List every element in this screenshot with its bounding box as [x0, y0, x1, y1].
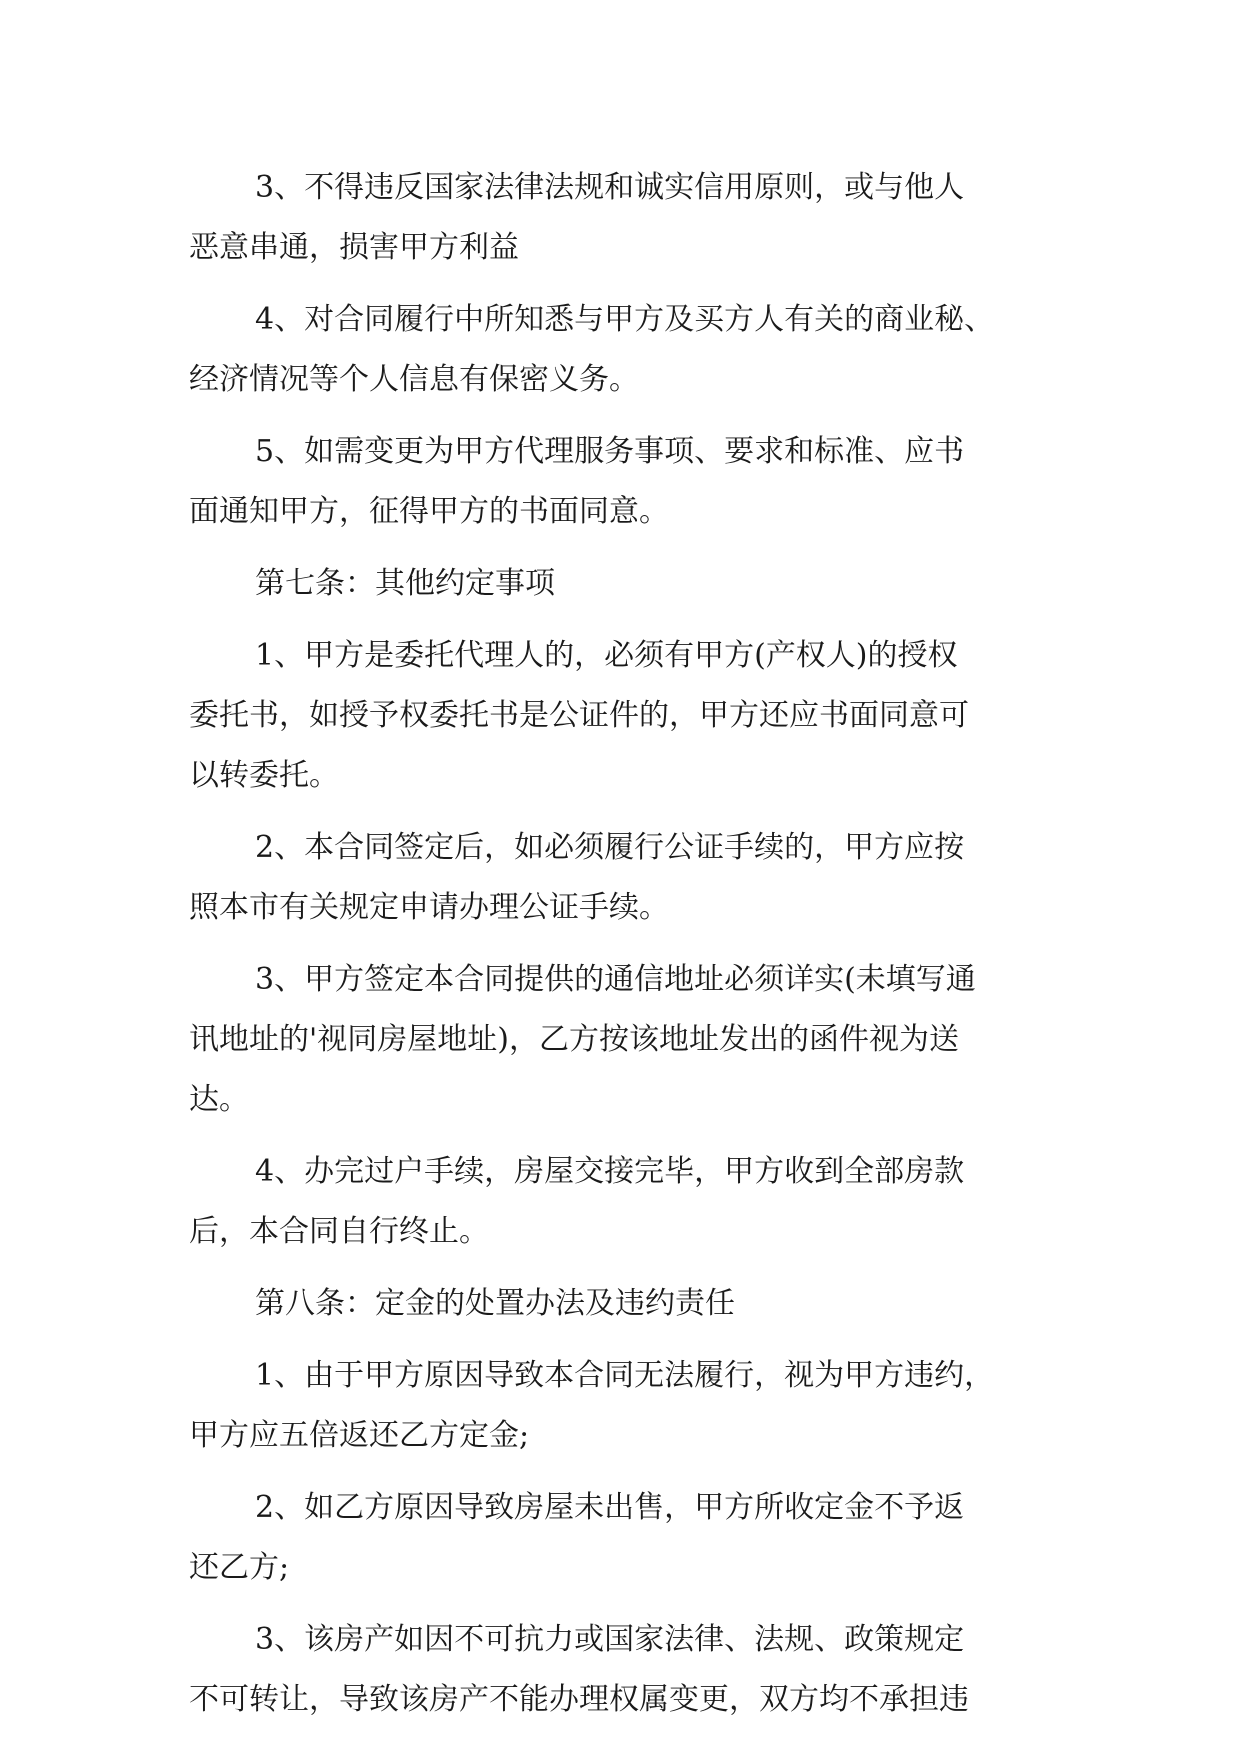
text-line: 1、由于甲方原因导致本合同无法履行，视为甲方违约，: [255, 1358, 995, 1393]
paragraph-spacer: [189, 614, 1069, 626]
heading-line: 第八条：定金的处置办法及违约责任: [255, 1286, 735, 1321]
paragraph-spacer: [189, 542, 1069, 554]
text-line: 达。: [189, 1082, 249, 1117]
text-line: 2、如乙方原因导致房屋未出售，甲方所收定金不予返: [255, 1490, 965, 1525]
text-line: 3、甲方签定本合同提供的通信地址必须详实(未填写通: [255, 962, 976, 997]
heading-line: 第七条：其他约定事项: [255, 566, 555, 601]
paragraph: [189, 158, 1069, 278]
paragraph: [189, 626, 1069, 806]
text-line: 2、本合同签定后，如必须履行公证手续的，甲方应按: [255, 830, 965, 865]
text-line: 4、办完过户手续，房屋交接完毕，甲方收到全部房款: [255, 1154, 965, 1189]
paragraph: [189, 1346, 1069, 1466]
text-line: 照本市有关规定申请办理公证手续。: [189, 890, 669, 925]
paragraph: [189, 1478, 1069, 1598]
paragraph: [189, 1610, 1069, 1730]
paragraph-spacer: [189, 1262, 1069, 1274]
text-line: 以转委托。: [189, 758, 339, 793]
paragraph: [189, 422, 1069, 542]
text-line: 恶意串通，损害甲方利益: [189, 230, 519, 265]
paragraph-spacer: [189, 410, 1069, 422]
paragraph-spacer: [189, 806, 1069, 818]
paragraph: [189, 950, 1069, 1130]
paragraph-spacer: [189, 938, 1069, 950]
text-line: 3、该房产如因不可抗力或国家法律、法规、政策规定: [255, 1622, 965, 1657]
text-line: 3、不得违反国家法律法规和诚实信用原则，或与他人: [255, 170, 965, 205]
text-line: 4、对合同履行中所知悉与甲方及买方人有关的商业秘、: [255, 302, 995, 337]
paragraph: [189, 1142, 1069, 1262]
section-heading: [189, 1274, 1069, 1334]
document-body: [189, 158, 1069, 1730]
paragraph-spacer: [189, 1334, 1069, 1346]
paragraph: [189, 290, 1069, 410]
paragraph-spacer: [189, 1466, 1069, 1478]
text-line: 不可转让，导致该房产不能办理权属变更，双方均不承担违: [189, 1682, 969, 1717]
text-line: 还乙方;: [189, 1550, 290, 1585]
text-line: 5、如需变更为甲方代理服务事项、要求和标准、应书: [255, 434, 965, 469]
paragraph-spacer: [189, 1598, 1069, 1610]
text-line: 后，本合同自行终止。: [189, 1214, 489, 1249]
text-line: 委托书，如授予权委托书是公证件的，甲方还应书面同意可: [189, 698, 969, 733]
text-line: 经济情况等个人信息有保密义务。: [189, 362, 639, 397]
paragraph-spacer: [189, 1130, 1069, 1142]
text-line: 面通知甲方，征得甲方的书面同意。: [189, 494, 669, 529]
text-line: 讯地址的'视同房屋地址)，乙方按该地址发出的函件视为送: [189, 1022, 959, 1057]
section-heading: [189, 554, 1069, 614]
paragraph: [189, 818, 1069, 938]
paragraph-spacer: [189, 278, 1069, 290]
text-line: 甲方应五倍返还乙方定金;: [189, 1418, 530, 1453]
text-line: 1、甲方是委托代理人的，必须有甲方(产权人)的授权: [255, 638, 958, 673]
